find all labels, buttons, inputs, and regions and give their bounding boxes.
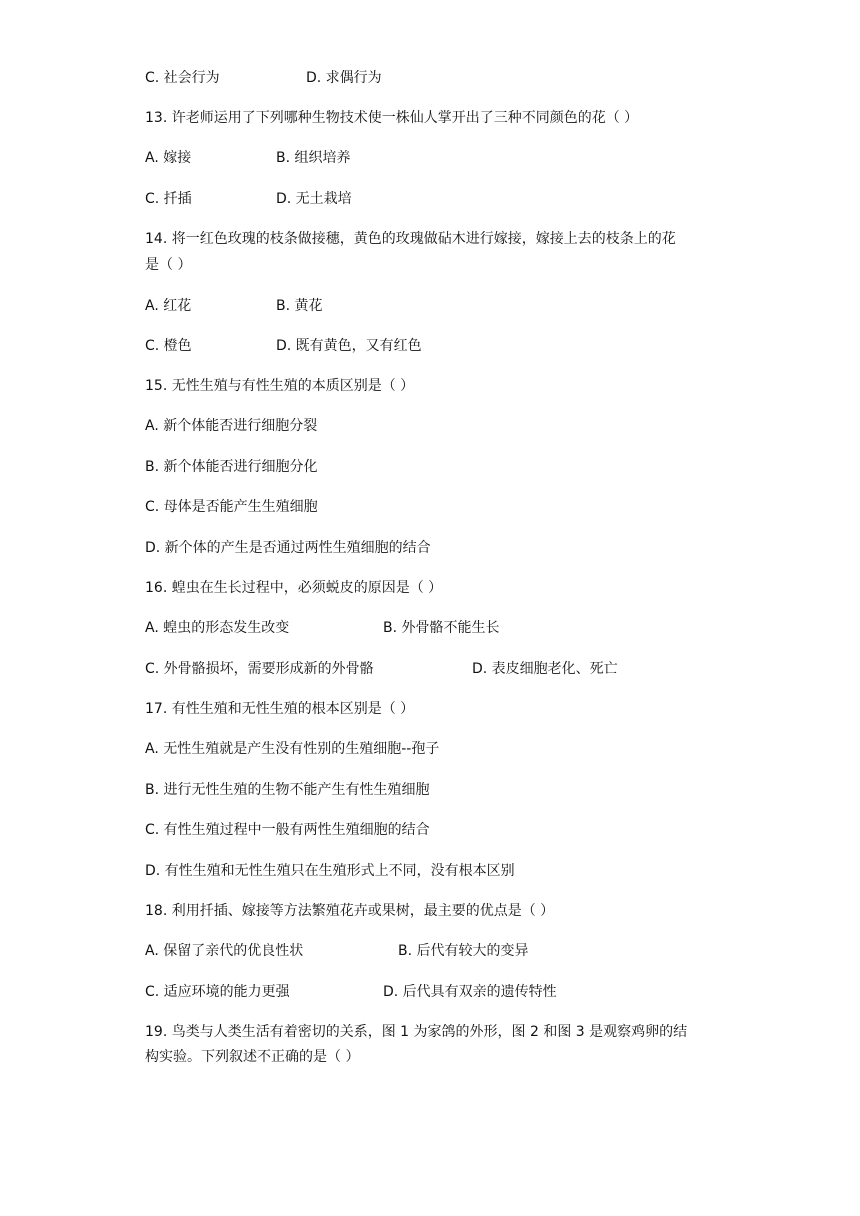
q13-option-b: B. 组织培养 — [276, 150, 351, 166]
q17-option-b: B. 进行无性生殖的生物不能产生有性生殖细胞 — [145, 782, 430, 798]
q14-option-a: A. 红花 — [145, 298, 192, 314]
q14-stem-line1: 14. 将一红色玫瑰的枝条做接穗，黄色的玫瑰做砧木进行嫁接，嫁接上去的枝条上的花 — [145, 231, 676, 247]
q16-option-b: B. 外骨骼不能生长 — [383, 620, 500, 636]
q14-option-c: C. 橙色 — [145, 338, 192, 354]
q16-option-c: C. 外骨骼损坏，需要形成新的外骨骼 — [145, 661, 374, 677]
q19-stem-line1: 19. 鸟类与人类生活有着密切的关系，图 1 为家鸽的外形，图 2 和图 3 是观察鸡卵的结 — [145, 1024, 688, 1040]
q18-stem: 18. 利用扦插、嫁接等方法繁殖花卉或果树，最主要的优点是（ ） — [145, 903, 555, 919]
q18-option-c: C. 适应环境的能力更强 — [145, 984, 290, 1000]
q14-option-d: D. 既有黄色，又有红色 — [276, 338, 422, 354]
q18-option-d: D. 后代具有双亲的遗传特性 — [383, 984, 557, 1000]
q15-option-b: B. 新个体能否进行细胞分化 — [145, 459, 318, 475]
q13-option-a: A. 嫁接 — [145, 150, 192, 166]
q17-stem: 17. 有性生殖和无性生殖的根本区别是（ ） — [145, 701, 415, 717]
q16-option-d: D. 表皮细胞老化、死亡 — [472, 661, 618, 677]
q18-option-b: B. 后代有较大的变异 — [398, 943, 529, 959]
q15-stem: 15. 无性生殖与有性生殖的本质区别是（ ） — [145, 378, 415, 394]
q17-option-c: C. 有性生殖过程中一般有两性生殖细胞的结合 — [145, 822, 430, 838]
q17-option-d: D. 有性生殖和无性生殖只在生殖形式上不同，没有根本区别 — [145, 863, 515, 879]
q15-option-d: D. 新个体的产生是否通过两性生殖细胞的结合 — [145, 540, 431, 556]
q18-option-a: A. 保留了亲代的优良性状 — [145, 943, 304, 959]
q14-option-b: B. 黄花 — [276, 298, 323, 314]
q17-option-a: A. 无性生殖就是产生没有性别的生殖细胞--孢子 — [145, 741, 440, 757]
q19-stem-line2: 构实验。下列叙述不正确的是（ ） — [145, 1049, 360, 1065]
q14-stem-line2: 是（ ） — [145, 257, 192, 273]
q13-option-c: C. 扦插 — [145, 191, 192, 207]
q16-option-a: A. 蝗虫的形态发生改变 — [145, 620, 290, 636]
q15-option-a: A. 新个体能否进行细胞分裂 — [145, 418, 318, 434]
q13-option-d: D. 无土栽培 — [276, 191, 352, 207]
q13-stem: 13. 许老师运用了下列哪种生物技术使一株仙人掌开出了三种不同颜色的花（ ） — [145, 110, 639, 126]
q15-option-c: C. 母体是否能产生生殖细胞 — [145, 499, 318, 515]
q16-stem: 16. 蝗虫在生长过程中，必须蜕皮的原因是（ ） — [145, 580, 443, 596]
q12-option-d: D. 求偶行为 — [306, 70, 382, 86]
q12-option-c: C. 社会行为 — [145, 70, 220, 86]
